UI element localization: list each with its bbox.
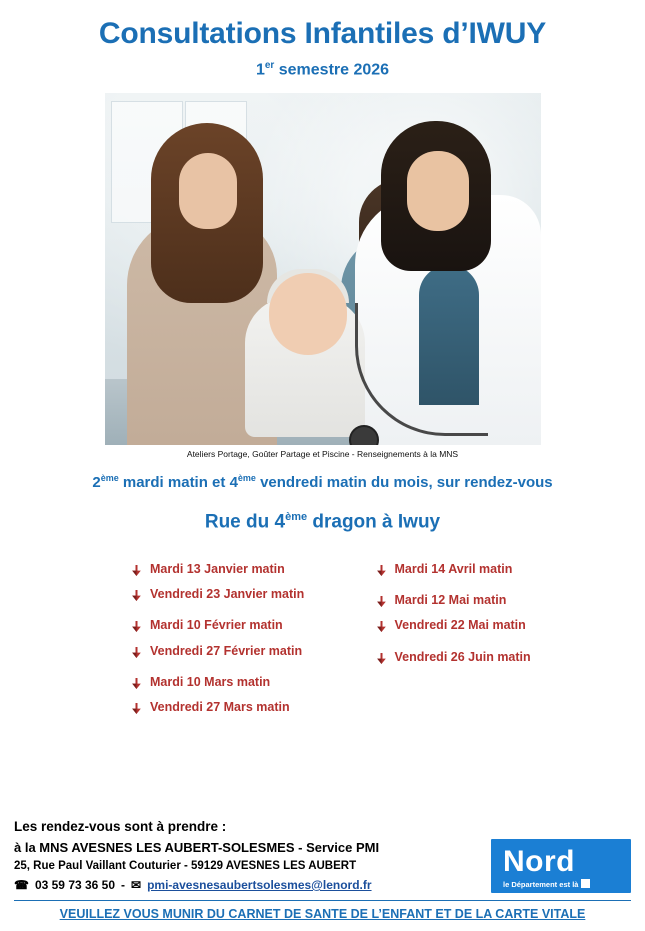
page-title: Consultations Infantiles d’IWUY [98,17,547,50]
date-label: Vendredi 27 Février matin [150,643,303,658]
date-item [130,645,323,658]
date-label: Mardi 10 Février matin [150,618,283,633]
date-label: Mardi 12 Mai matin [394,593,507,608]
email-link[interactable]: pmi-avesnesaubertsolesmes@lenord.fr [147,878,372,892]
subtitle-text: semestre 2026 [274,60,390,78]
phone-number: 03 59 73 36 50 [34,878,116,892]
dates-column-left [20,563,323,726]
date-item [375,651,626,664]
date-label: Vendredi 23 Janvier matin [150,587,305,602]
logo-wordmark: Nord [503,845,575,878]
mother-face [179,153,237,229]
date-item [130,619,323,632]
nord-department-logo [491,839,631,893]
arrow-down-icon [375,564,388,577]
schedule-text-2: vendredi matin du mois, sur rendez-vous [255,473,553,491]
footer-line-2: à la MNS AVESNES LES AUBERT-SOLESMES - Service PMI [14,840,380,856]
date-label: Vendredi 26 Juin matin [394,649,531,664]
arrow-down-icon [375,595,388,608]
photo-background [105,93,541,445]
subtitle-ordinal: er [264,59,275,71]
venue-text-1: Rue du 4 [204,511,286,533]
poster-page [0,18,645,931]
bottom-notice: VEUILLEZ VOUS MUNIR DU CARNET DE SANTE DE L’ENFANT ET DE LA CARTE VITALE [59,907,586,921]
baby-head [269,273,347,355]
logo-square-icon [581,879,590,888]
doctor-face [407,151,469,231]
date-item [130,701,323,714]
envelope-icon: ✉ [131,878,142,892]
date-item [130,563,323,576]
date-item [375,563,626,576]
arrow-down-icon [130,702,143,715]
date-item [375,619,626,632]
consultation-photo [105,93,541,445]
schedule-ordinal-1: ème [100,472,119,483]
schedule-number-1: 2 [92,473,101,491]
arrow-down-icon [130,646,143,659]
footer [14,817,631,921]
date-item [130,676,323,689]
dates-section [14,563,631,726]
arrow-down-icon [130,677,143,690]
date-label: Vendredi 27 Mars matin [150,699,290,714]
date-item [130,588,323,601]
date-label: Mardi 10 Mars matin [150,674,271,689]
arrow-down-icon [375,620,388,633]
footer-line-3: 25, Rue Paul Vaillant Couturier - 59129 AVESNES LES AUBERT [14,860,357,873]
footer-line-1: Les rendez-vous sont à prendre : [14,819,227,835]
contact-separator: - [121,878,126,892]
logo-tagline [491,877,631,889]
arrow-down-icon [130,564,143,577]
date-label: Vendredi 22 Mai matin [394,618,526,633]
date-label: Mardi 14 Avril matin [394,562,513,577]
schedule-line [14,473,631,491]
date-label: Mardi 13 Janvier matin [150,562,285,577]
dates-column-right [323,563,626,726]
venue-text-2: dragon à Iwuy [307,511,441,533]
photo-caption: Ateliers Portage, Goûter Partage et Piscine - Renseignements à la MNS [186,448,459,459]
page-subtitle [14,60,631,79]
arrow-down-icon [130,589,143,602]
logo-tagline-text: le Département est là [503,880,579,889]
schedule-ordinal-2: ème [237,472,256,483]
arrow-down-icon [375,652,388,665]
arrow-down-icon [130,620,143,633]
venue-ordinal: ème [285,510,308,523]
date-item [375,594,626,607]
footer-divider [14,900,631,901]
subtitle-number: 1 [255,60,265,78]
schedule-text-1: mardi matin et 4 [118,473,238,491]
venue-address [14,511,631,533]
phone-icon: ☎ [14,878,29,892]
stethoscope-chestpiece-icon [349,425,379,445]
